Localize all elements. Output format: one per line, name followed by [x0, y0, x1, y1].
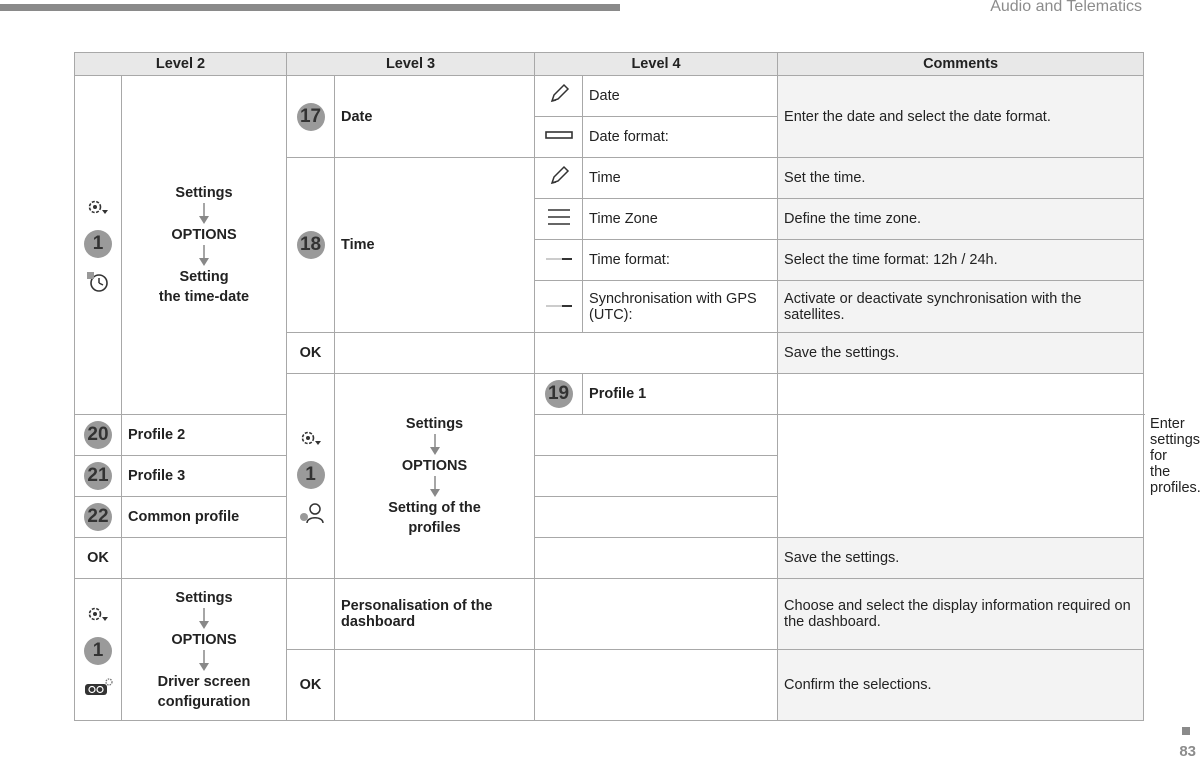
toggle-icon — [544, 254, 574, 264]
section-title: Audio and Telematics — [990, 0, 1142, 15]
level3-label: Common profile — [122, 497, 287, 538]
settings-gear-icon — [86, 603, 110, 625]
header-level-4: Level 4 — [535, 53, 778, 76]
menu-step: OPTIONS — [401, 458, 468, 474]
level4-label: Synchronisation with GPS (UTC): — [583, 281, 778, 333]
level3-label: Time — [335, 158, 535, 333]
arrow-down-icon — [429, 476, 441, 498]
step-badge: 17 — [297, 103, 325, 131]
comment: Set the time. — [778, 158, 1144, 199]
step-badge: 21 — [84, 462, 112, 490]
menu-step: Driver screen configuration — [157, 673, 251, 710]
num-cell — [75, 456, 122, 497]
level3-label: Personalisation of the dashboard — [335, 579, 535, 650]
table-row — [75, 415, 1144, 456]
step-badge: 1 — [84, 637, 112, 665]
num-cell — [75, 497, 122, 538]
pencil-icon — [548, 165, 570, 187]
l4-icon-cell — [535, 199, 583, 240]
num-cell — [287, 76, 335, 158]
table-row — [75, 538, 1144, 579]
empty-cell — [535, 415, 778, 456]
level3-label: Profile 1 — [583, 374, 778, 415]
l4-icon-cell — [535, 158, 583, 199]
header-bar — [0, 4, 620, 11]
table-row — [75, 456, 1144, 497]
ok-label: OK — [287, 650, 335, 721]
num-cell — [535, 374, 583, 415]
comment: Enter the date and select the date format. — [778, 76, 1144, 158]
table-row: 1 Settings OPTIONS Setting of the profiles 19 Profile 1 Enter settings for the profiles. — [75, 374, 1144, 415]
menu-step: OPTIONS — [171, 631, 237, 648]
step-badge: 19 — [545, 380, 573, 408]
empty-cell — [535, 497, 778, 538]
menu-step: Settings — [405, 416, 464, 432]
level4-label: Time Zone — [583, 199, 778, 240]
empty-cell — [335, 333, 535, 374]
empty-cell — [335, 650, 535, 721]
header-comments: Comments — [778, 53, 1144, 76]
level1-icons — [75, 579, 122, 721]
l4-icon-cell — [535, 76, 583, 117]
profile-icon — [298, 501, 324, 525]
header-level-3: Level 3 — [287, 53, 535, 76]
level1-icons — [75, 76, 122, 415]
empty-cell — [287, 579, 335, 650]
empty-cell — [535, 579, 778, 650]
clock-icon — [85, 270, 111, 294]
num-cell — [287, 158, 335, 333]
menu-path — [122, 76, 287, 415]
arrow-down-icon — [198, 608, 210, 630]
settings-table — [74, 52, 1201, 721]
comment: Choose and select the display information required on the dashboard. — [778, 579, 1144, 650]
step-badge: 20 — [84, 421, 112, 449]
comment: Confirm the selections. — [778, 650, 1144, 721]
comment: Activate or deactivate synchronisation with the satellites. — [778, 281, 1144, 333]
level1-icons — [287, 374, 335, 579]
step-badge: 1 — [84, 230, 112, 258]
l4-icon-cell — [535, 117, 583, 158]
arrow-down-icon — [429, 434, 441, 456]
level4-label: Date — [583, 76, 778, 117]
comment: Save the settings. — [778, 333, 1144, 374]
level3-label: Profile 2 — [122, 415, 287, 456]
num-cell — [75, 415, 122, 456]
step-badge: 22 — [84, 503, 112, 531]
arrow-down-icon — [198, 650, 210, 672]
comment: Select the time format: 12h / 24h. — [778, 240, 1144, 281]
level4-label: Time format: — [583, 240, 778, 281]
table-header-row — [75, 53, 1144, 76]
arrow-down-icon — [198, 245, 210, 267]
list-icon — [546, 206, 572, 228]
table-row — [75, 579, 1144, 650]
menu-path — [335, 374, 535, 579]
header-level-2: Level 2 — [75, 53, 287, 76]
comment: Define the time zone. — [778, 199, 1144, 240]
step-badge: 1 — [297, 461, 325, 489]
menu-step: OPTIONS — [171, 227, 237, 243]
menu-step: Setting of the profiles — [388, 500, 481, 536]
empty-cell — [122, 538, 287, 579]
empty-cell — [535, 456, 778, 497]
table-row — [75, 76, 1144, 117]
dashboard-icon — [83, 677, 113, 697]
page-number: 83 — [1179, 743, 1196, 760]
settings-gear-icon — [86, 196, 110, 218]
arrow-down-icon — [198, 203, 210, 225]
empty-cell — [778, 374, 1144, 415]
pencil-icon — [548, 83, 570, 105]
l4-icon-cell — [535, 240, 583, 281]
menu-step: Setting — [179, 269, 229, 285]
menu-step: Settings — [175, 185, 233, 201]
comment: Save the settings. — [778, 538, 1144, 579]
ok-label: OK — [287, 333, 335, 374]
table-row — [75, 497, 1144, 538]
menu-path — [122, 579, 287, 721]
toggle-icon — [544, 301, 574, 311]
menu-step: the time-date — [158, 289, 250, 305]
l4-icon-cell — [535, 281, 583, 333]
step-badge: 18 — [297, 231, 325, 259]
level4-label: Date format: — [583, 117, 778, 158]
slider-icon — [544, 129, 574, 141]
level3-label: Profile 3 — [122, 456, 287, 497]
ok-label: OK — [75, 538, 122, 579]
level4-label: Time — [583, 158, 778, 199]
empty-cell — [535, 650, 778, 721]
empty-cell — [535, 333, 778, 374]
level3-label: Date — [335, 76, 535, 158]
page-marker — [1182, 727, 1190, 735]
settings-gear-icon — [299, 427, 323, 449]
empty-cell — [535, 538, 778, 579]
menu-step: Settings — [175, 589, 233, 606]
